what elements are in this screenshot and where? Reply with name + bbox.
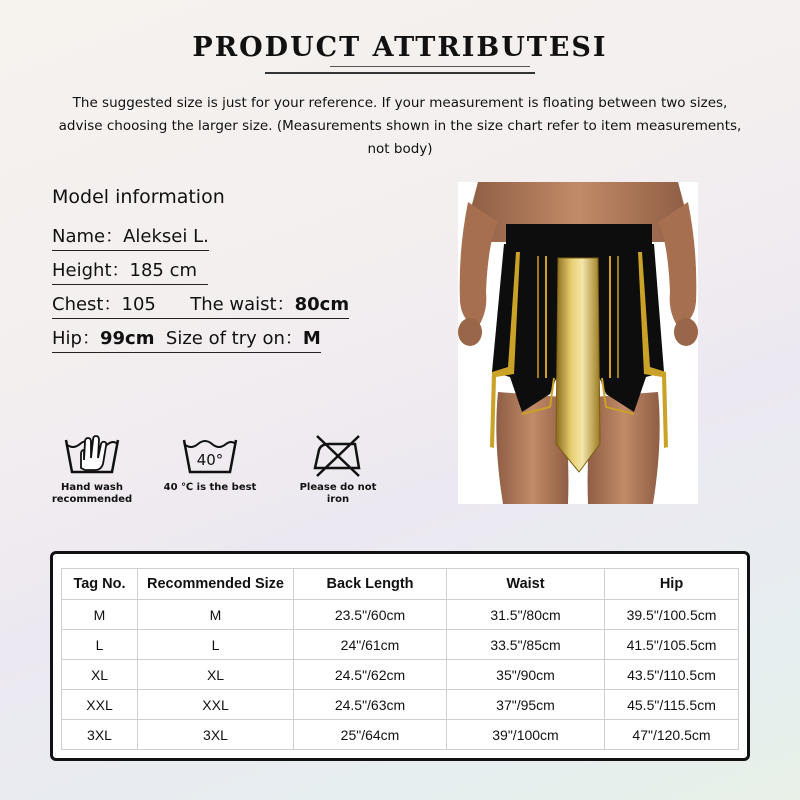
name-label: Name： [52, 226, 124, 247]
name-value: Aleksei L. [123, 226, 209, 247]
table-cell: M [138, 600, 294, 630]
col-header-hip: Hip [605, 569, 739, 600]
table-cell: 3XL [138, 720, 294, 750]
table-cell: 47"/120.5cm [605, 720, 739, 750]
table-cell: 39.5"/100.5cm [605, 600, 739, 630]
model-height-row [52, 256, 208, 285]
table-row [62, 660, 739, 690]
table-cell: 31.5"/80cm [447, 600, 605, 630]
size-table [61, 568, 739, 750]
height-label: Height： [52, 260, 130, 281]
table-row [62, 690, 739, 720]
waist-value: 80cm [294, 294, 350, 315]
table-cell: 35"/90cm [447, 660, 605, 690]
model-info-heading: Model information [52, 186, 225, 208]
table-row [62, 720, 739, 750]
no-iron-label: Please do not iron [299, 482, 377, 505]
hip-value: 99cm [99, 328, 155, 349]
table-cell: XXL [138, 690, 294, 720]
table-cell: 45.5"/115.5cm [605, 690, 739, 720]
table-cell: L [138, 630, 294, 660]
wash-temp-text: 40° [196, 451, 224, 469]
care-no-iron [288, 432, 388, 506]
table-cell: 3XL [62, 720, 138, 750]
tryon-value: M [302, 328, 321, 349]
table-cell: 41.5"/105.5cm [605, 630, 739, 660]
hip-label: Hip： [52, 328, 100, 349]
wash-40-icon [181, 432, 239, 478]
wash-40-label: 40 ℃ is the best [163, 482, 257, 493]
table-row [62, 600, 739, 630]
hand-wash-icon [63, 432, 121, 478]
table-cell: 37"/95cm [447, 690, 605, 720]
no-iron-icon [309, 432, 367, 478]
table-row [62, 630, 739, 660]
title-underline [330, 66, 530, 67]
model-name-row [52, 222, 209, 251]
table-cell: 24.5"/63cm [294, 690, 447, 720]
tryon-label: Size of try on： [165, 328, 303, 349]
chest-label: Chest： [52, 294, 122, 315]
col-header-tag: Tag No. [62, 569, 138, 600]
height-value: 185 cm [129, 260, 198, 281]
model-hip-row [52, 324, 321, 353]
title-underline [265, 72, 535, 74]
table-cell: 39"/100cm [447, 720, 605, 750]
table-cell: 24.5"/62cm [294, 660, 447, 690]
table-cell: 43.5"/110.5cm [605, 660, 739, 690]
table-cell: M [62, 600, 138, 630]
col-header-waist: Waist [447, 569, 605, 600]
hand-wash-label: Hand wash recommended [51, 482, 133, 505]
size-advice-text: The suggested size is just for your reference. If your measurement is floating between two sizes, advise choosing the larger size. (Measurements shown in the size chart refer to item measurements, not body) [58, 95, 742, 157]
care-hand-wash [42, 432, 142, 506]
col-header-back-length: Back Length [294, 569, 447, 600]
table-cell: 33.5"/85cm [447, 630, 605, 660]
table-cell: 24"/61cm [294, 630, 447, 660]
care-wash-40 [160, 432, 260, 494]
table-cell: 25"/64cm [294, 720, 447, 750]
table-cell: XL [62, 660, 138, 690]
table-header-row [62, 569, 739, 600]
waist-label: The waist： [190, 294, 295, 315]
table-cell: XXL [62, 690, 138, 720]
col-header-recommended: Recommended Size [138, 569, 294, 600]
product-photo [458, 182, 698, 504]
page-title: PRODUCT ATTRIBUTESI [192, 32, 608, 63]
chest-value: 105 [121, 294, 156, 315]
table-cell: XL [138, 660, 294, 690]
table-cell: L [62, 630, 138, 660]
size-chart [50, 551, 750, 761]
table-cell: 23.5"/60cm [294, 600, 447, 630]
model-chest-row [52, 290, 349, 319]
